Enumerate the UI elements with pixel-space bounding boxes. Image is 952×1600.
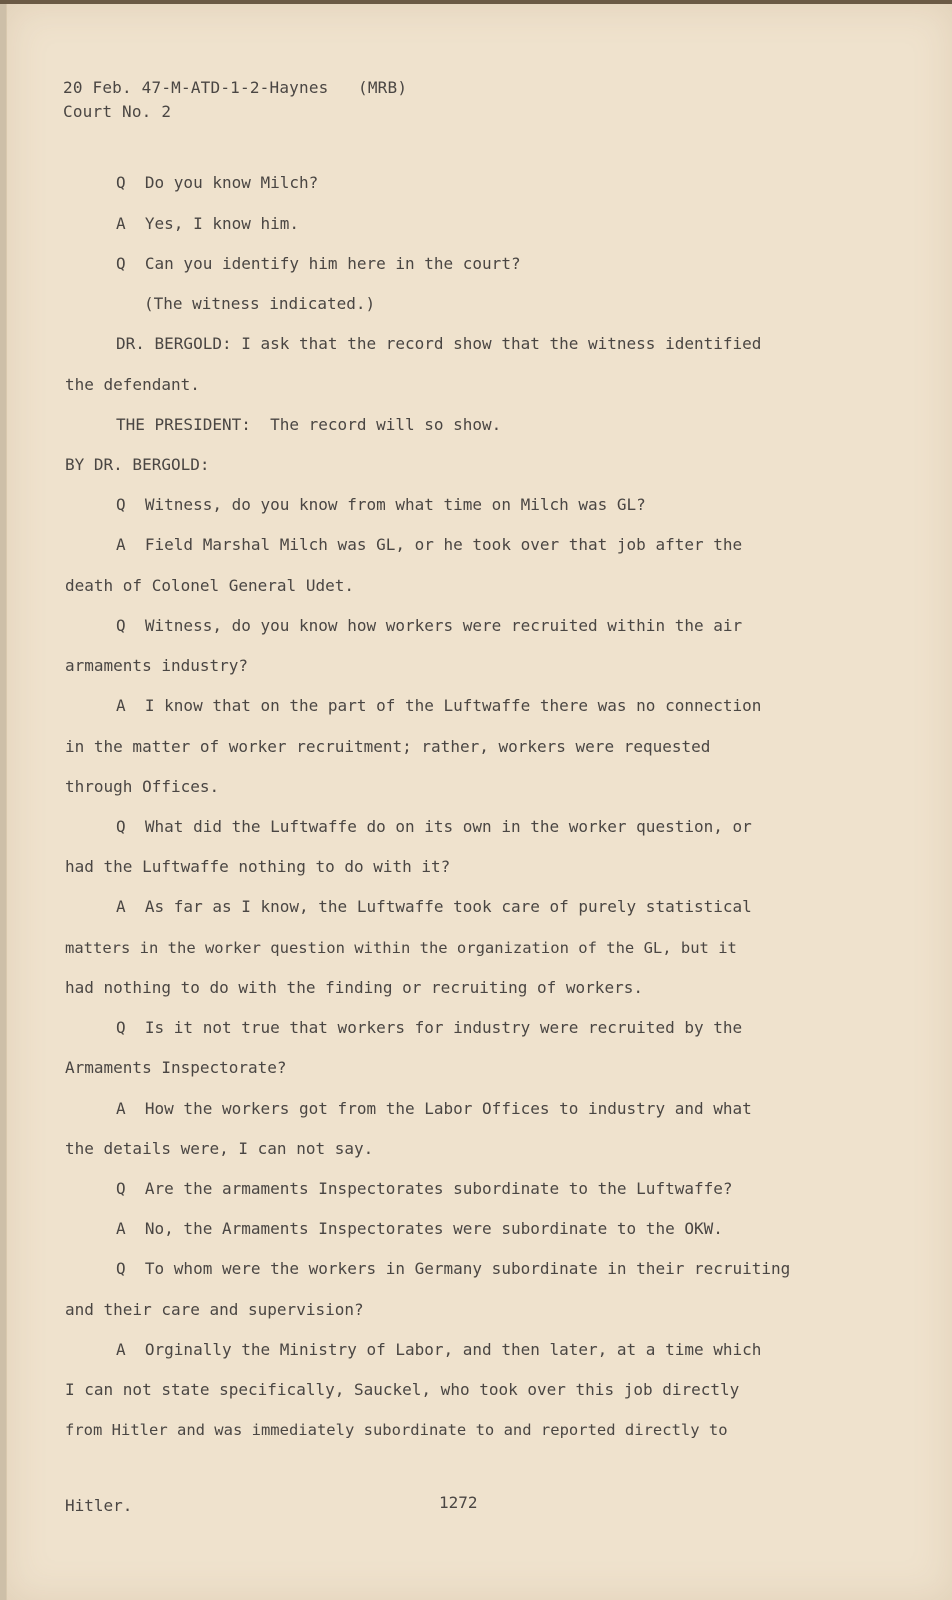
text-line: Q What did the Luftwaffe do on its own in the worker question, or (116, 817, 752, 836)
text-line: Q Is it not true that workers for industry were recruited by the (116, 1018, 743, 1037)
text-line: A Field Marshal Milch was GL, or he took over that job after the (116, 535, 743, 554)
text-line: in the matter of worker recruitment; rather, workers were requested (65, 737, 711, 756)
text-line: Q Do you know Milch? (116, 173, 319, 192)
text-line: Q To whom were the workers in Germany subordinate in their recruiting (116, 1259, 791, 1278)
text-line: the details were, I can not say. (65, 1139, 374, 1158)
text-line: Q Witness, do you know from what time on Milch was GL? (116, 495, 646, 514)
text-line: (The witness indicated.) (144, 294, 376, 313)
text-line: had nothing to do with the finding or recruiting of workers. (65, 978, 643, 997)
text-line: Armaments Inspectorate? (65, 1058, 287, 1077)
text-line: A How the workers got from the Labor Offices to industry and what (116, 1099, 752, 1118)
text-line: A No, the Armaments Inspectorates were subordinate to the OKW. (116, 1219, 723, 1238)
text-line: A I know that on the part of the Luftwaffe there was no connection (116, 696, 762, 715)
text-line: Hitler. (65, 1496, 133, 1515)
text-line: A Yes, I know him. (116, 214, 300, 233)
text-line: death of Colonel General Udet. (65, 576, 354, 595)
text-line: armaments industry? (65, 656, 249, 675)
header-court: Court No. 2 (63, 102, 172, 121)
text-line: BY DR. BERGOLD: (65, 455, 210, 474)
page-number: 1272 (439, 1493, 478, 1512)
text-line: matters in the worker question within the organization of the GL, but it (65, 939, 737, 957)
text-line: through Offices. (65, 777, 220, 796)
text-line: and their care and supervision? (65, 1300, 364, 1319)
document-page (6, 4, 952, 1600)
text-line: DR. BERGOLD: I ask that the record show that the witness identified (116, 334, 762, 353)
text-line: I can not state specifically, Sauckel, who took over this job directly (65, 1380, 740, 1399)
text-line: Q Witness, do you know how workers were recruited within the air (116, 616, 743, 635)
text-line: THE PRESIDENT: The record will so show. (116, 415, 502, 434)
header-reference: 20 Feb. 47-M-ATD-1-2-Haynes (MRB) (63, 78, 408, 97)
text-line: A Orginally the Ministry of Labor, and then later, at a time which (116, 1340, 762, 1359)
text-line: the defendant. (65, 375, 200, 394)
text-line: from Hitler and was immediately subordinate to and reported directly to (65, 1421, 728, 1439)
document-header (63, 76, 407, 124)
text-line: had the Luftwaffe nothing to do with it? (65, 857, 451, 876)
text-line: Q Are the armaments Inspectorates subordinate to the Luftwaffe? (116, 1179, 733, 1198)
text-line: Q Can you identify him here in the court? (116, 254, 521, 273)
text-line: A As far as I know, the Luftwaffe took care of purely statistical (116, 897, 752, 916)
